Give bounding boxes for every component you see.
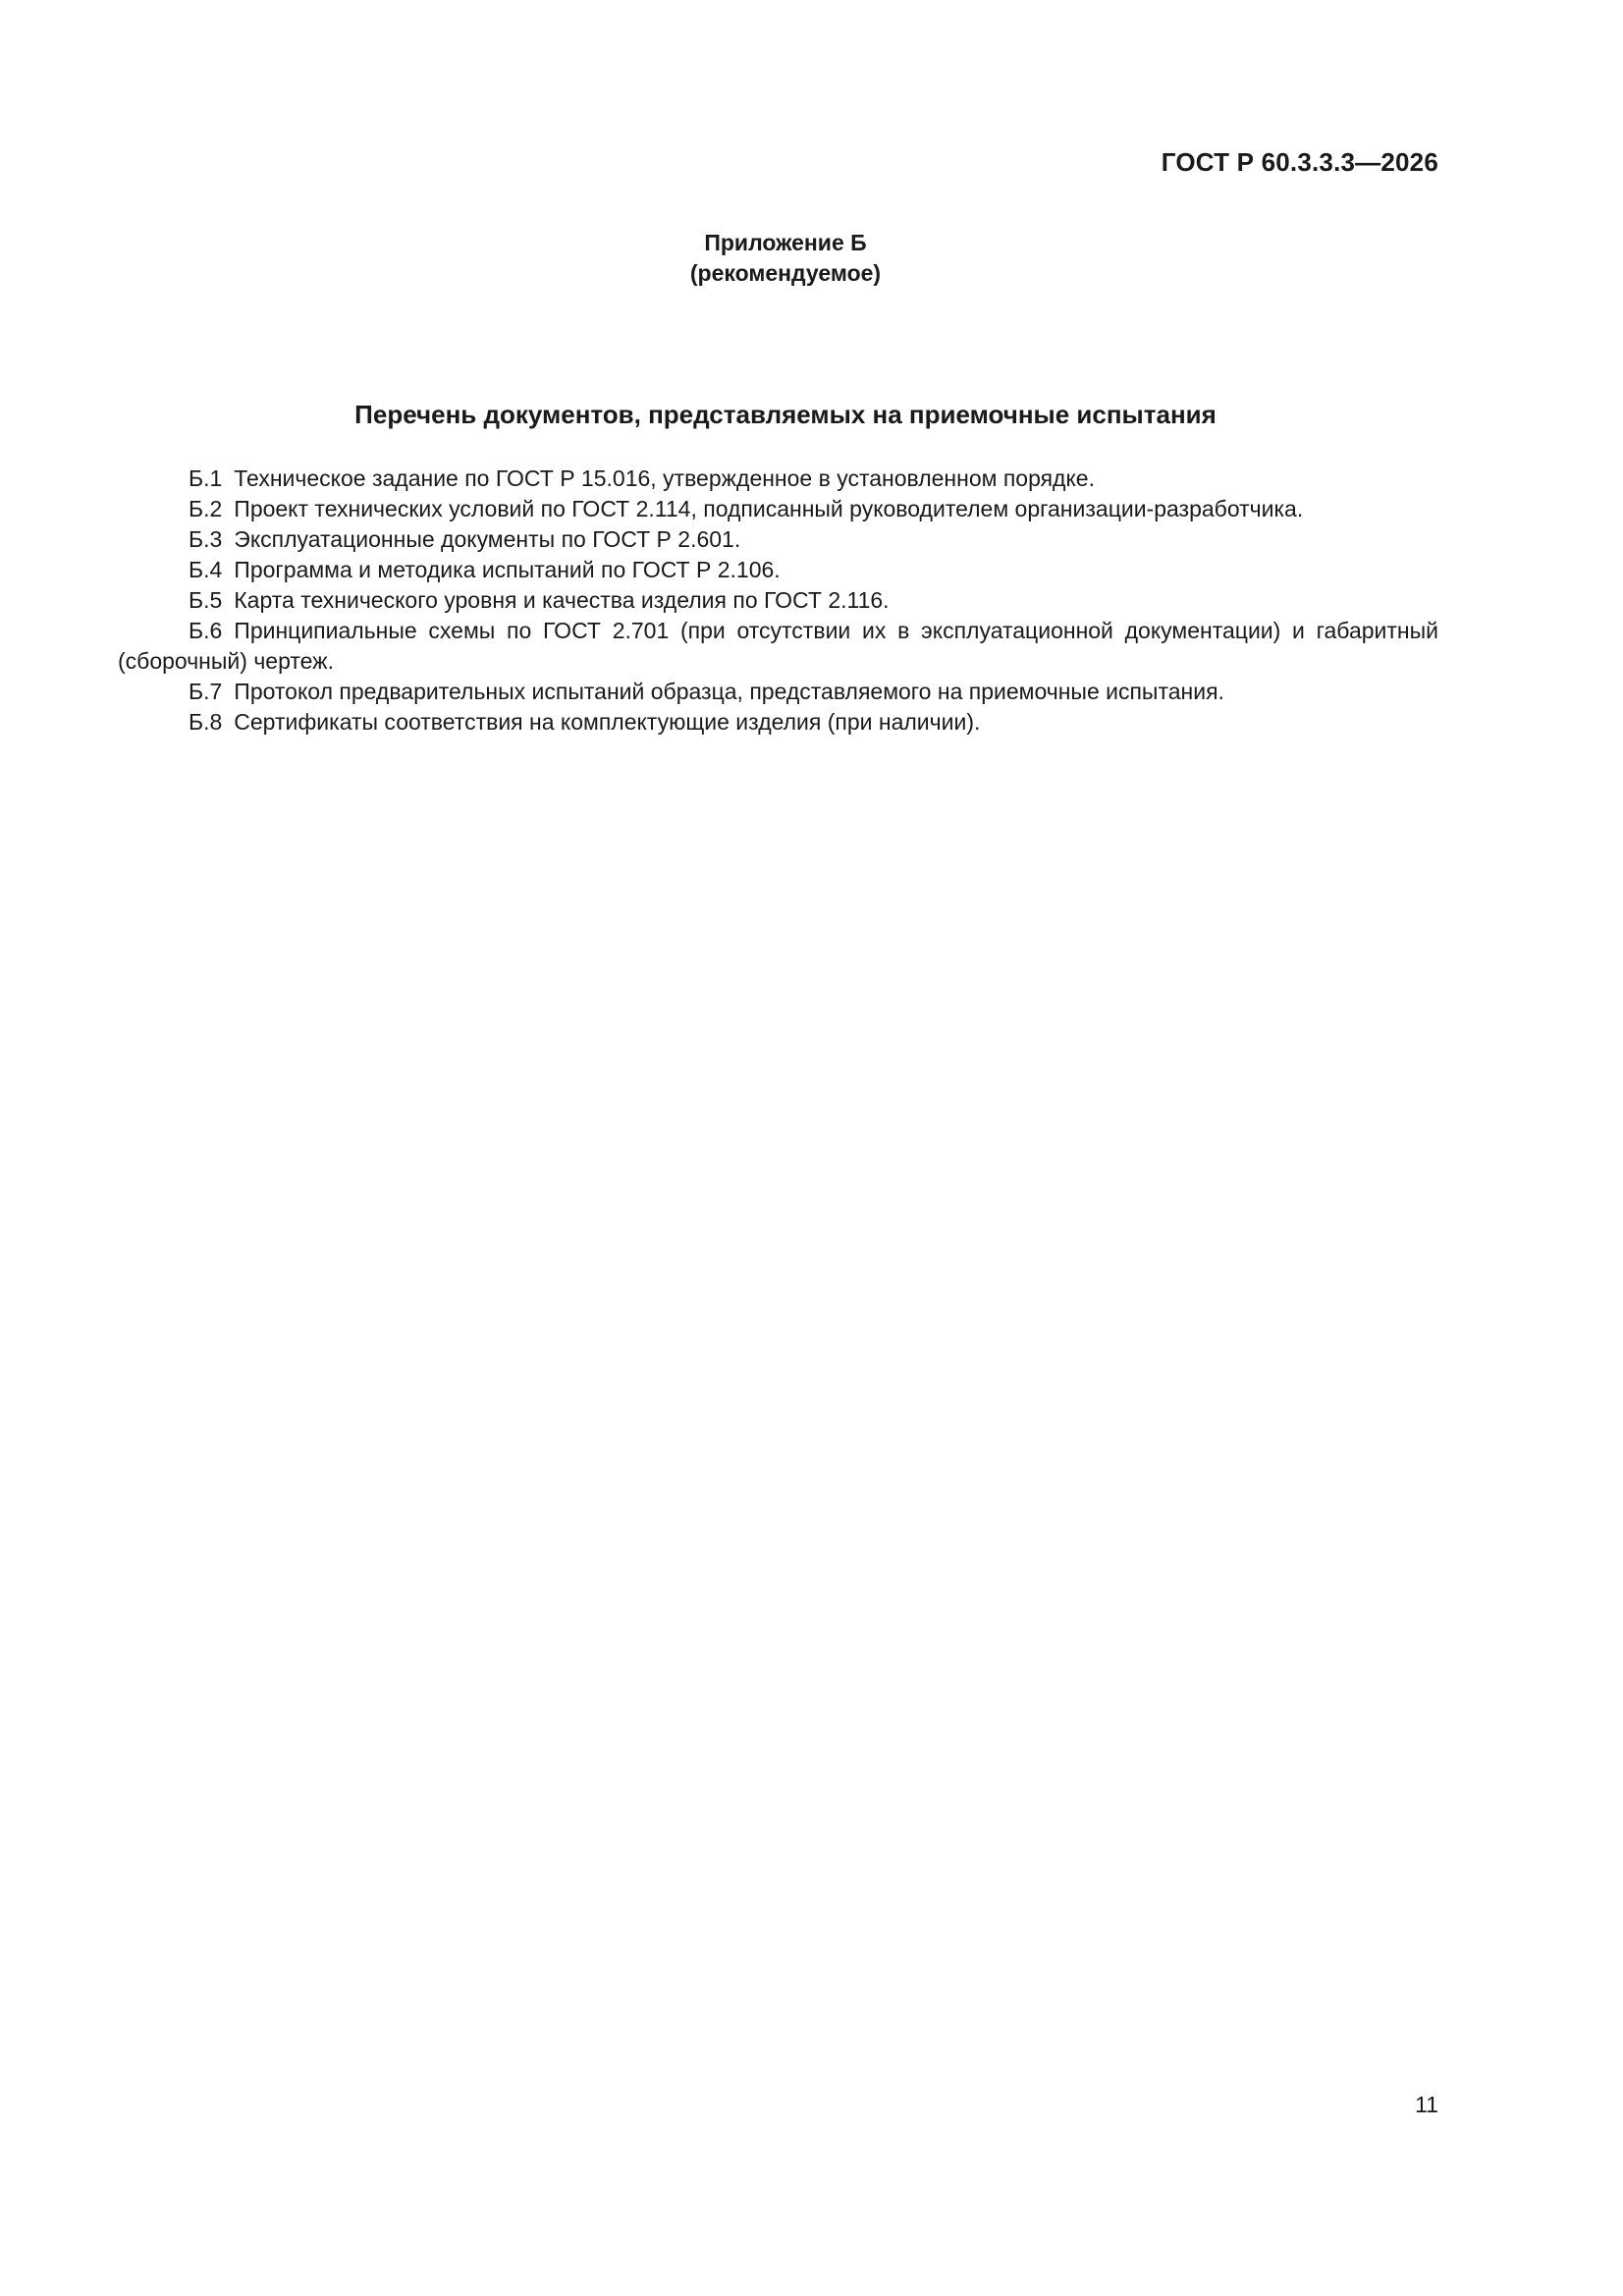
page-number: 11 bbox=[1415, 2092, 1438, 2117]
item-number: Б.3 bbox=[189, 526, 223, 552]
item-number: Б.4 bbox=[189, 557, 223, 582]
list-item bbox=[118, 616, 1438, 677]
document-code: ГОСТ Р 60.3.3.3—2026 bbox=[1161, 147, 1438, 177]
item-number: Б.2 bbox=[189, 496, 223, 521]
item-text: Эксплуатационные документы по ГОСТ Р 2.601. bbox=[234, 526, 741, 552]
item-number: Б.7 bbox=[189, 679, 223, 704]
list-item bbox=[118, 464, 1438, 494]
appendix-status: (рекомендуемое) bbox=[689, 260, 882, 286]
item-text: Техническое задание по ГОСТ Р 15.016, утвержденное в установленном порядке. bbox=[234, 465, 1095, 491]
item-text: Проект технических условий по ГОСТ 2.114, подписанный руководителем организации-разработчика. bbox=[234, 496, 1304, 521]
item-number: Б.1 bbox=[189, 465, 223, 491]
list-item bbox=[118, 677, 1438, 707]
list-item bbox=[118, 585, 1438, 616]
list-item bbox=[118, 494, 1438, 524]
list-item bbox=[118, 524, 1438, 555]
list-item bbox=[118, 555, 1438, 585]
item-text: Принципиальные схемы по ГОСТ 2.701 (при отсутствии их в эксплуатационной документации) и габаритный (сборочный) чертеж. bbox=[118, 618, 1438, 674]
item-text: Программа и методика испытаний по ГОСТ Р 2.106. bbox=[234, 557, 781, 582]
item-number: Б.6 bbox=[189, 618, 223, 643]
item-text: Карта технического уровня и качества изделия по ГОСТ 2.116. bbox=[234, 587, 890, 613]
item-text: Протокол предварительных испытаний образца, представляемого на приемочные испытания. bbox=[234, 679, 1224, 704]
item-number: Б.5 bbox=[189, 587, 223, 613]
item-text: Сертификаты соответствия на комплектующие изделия (при наличии). bbox=[234, 709, 981, 735]
document-list bbox=[118, 464, 1438, 738]
list-item bbox=[118, 707, 1438, 738]
item-number: Б.8 bbox=[189, 709, 223, 735]
section-title: Перечень документов, представляемых на приемочные испытания bbox=[354, 400, 1217, 429]
appendix-title: Приложение Б bbox=[704, 230, 867, 255]
